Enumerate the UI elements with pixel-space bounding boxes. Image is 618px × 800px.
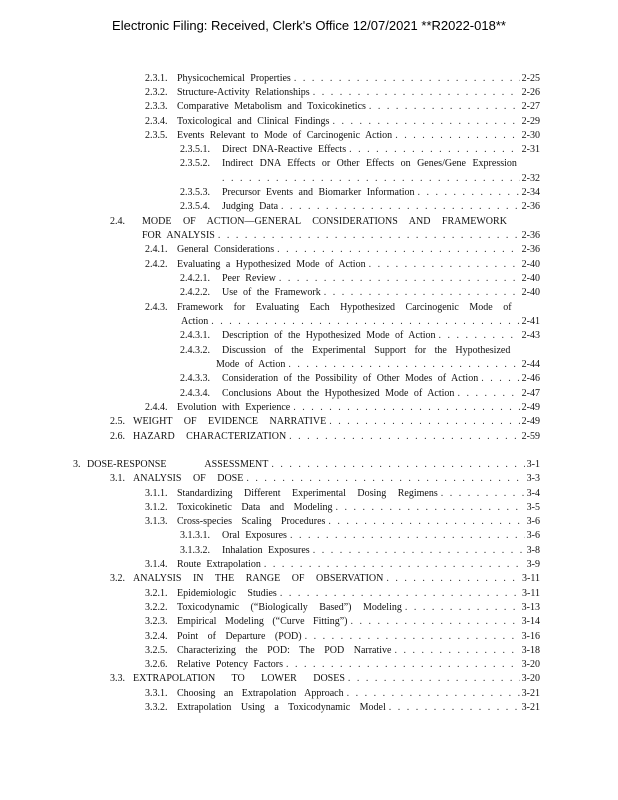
toc-number: 2.3.1. <box>145 73 168 84</box>
dot-leader <box>286 658 520 671</box>
toc-title: Toxicodynamic (“Biologically Based”) Modeling <box>177 601 405 614</box>
toc-page: 3-13 <box>521 602 540 613</box>
toc-page: 2-41 <box>521 316 540 327</box>
dot-leader <box>349 143 520 156</box>
toc-number: 3.2.3. <box>145 616 168 627</box>
toc-entry <box>110 472 540 485</box>
dot-leader <box>290 529 525 542</box>
dot-leader <box>439 329 520 342</box>
filing-header: Electronic Filing: Received, Clerk's Office 12/07/2021 **R2022-018** <box>112 18 506 33</box>
toc-number: 3.1.3.2. <box>180 545 210 556</box>
toc-entry <box>145 487 540 500</box>
toc-number: 3. <box>73 459 81 470</box>
toc-title: Events Relevant to Mode of Carcinogenic Action <box>177 129 395 142</box>
toc-title: Use of the Framework <box>222 286 324 299</box>
toc-page: 2-40 <box>521 273 540 284</box>
toc-page: 3-3 <box>526 473 540 484</box>
dot-leader <box>348 672 520 685</box>
toc-entry-line2 <box>145 315 540 328</box>
toc-entry <box>180 329 540 342</box>
toc-page: 2-59 <box>521 431 540 442</box>
toc-entry <box>145 100 540 113</box>
toc-title: Standardizing Different Experimental Dosing Regimens <box>177 487 441 500</box>
toc-page: 3-21 <box>521 702 540 713</box>
toc-page: 2-49 <box>521 416 540 427</box>
dot-leader <box>481 372 519 385</box>
toc-entry <box>145 243 540 256</box>
toc-page: 2-26 <box>521 87 540 98</box>
toc-entry <box>145 658 540 671</box>
toc-title-line1: Discussion of the Experimental Support for the Hypothesized <box>222 345 511 356</box>
toc-title: Extrapolation Using a Toxicodynamic Model <box>177 701 389 714</box>
toc-title-line1: Framework for Evaluating Each Hypothesized Carcinogenic Mode of <box>177 302 512 313</box>
toc-entry <box>110 415 540 428</box>
dot-leader <box>350 615 519 628</box>
toc-entry-line2 <box>180 172 540 185</box>
dot-leader <box>246 472 524 485</box>
toc-title: Toxicological and Clinical Findings <box>177 115 332 128</box>
toc-entry <box>180 186 540 199</box>
toc-title: HAZARD CHARACTERIZATION <box>133 430 289 443</box>
toc-entry <box>145 86 540 99</box>
toc-entry <box>110 572 540 585</box>
dot-leader <box>386 572 520 585</box>
toc-number: 2.3.5.1. <box>180 144 210 155</box>
toc-number: 2.4.2.1. <box>180 273 210 284</box>
dot-leader <box>218 229 520 242</box>
dot-leader <box>281 200 520 213</box>
toc-entry <box>145 72 540 85</box>
dot-leader <box>347 687 520 700</box>
toc-page: 2-43 <box>521 330 540 341</box>
toc-title: Judging Data <box>222 200 281 213</box>
dot-leader <box>211 315 519 328</box>
toc-title: Mode of Action <box>216 358 288 371</box>
toc-number: 2.4.3.2. <box>180 345 210 356</box>
toc-page: 3-5 <box>526 502 540 513</box>
toc-number: 2.6. <box>110 431 125 442</box>
toc-title: Evolution with Experience <box>177 401 293 414</box>
toc-number: 3.1.4. <box>145 559 168 570</box>
toc-title: Toxicokinetic Data and Modeling <box>177 501 336 514</box>
toc-page: 2-31 <box>521 144 540 155</box>
toc-page: 3-20 <box>521 659 540 670</box>
toc-entry <box>145 630 540 643</box>
toc-page: 2-29 <box>521 116 540 127</box>
toc-entry-line1 <box>110 215 540 228</box>
toc-page: 3-18 <box>521 645 540 656</box>
dot-leader <box>394 644 519 657</box>
toc-number: 2.4.4. <box>145 402 168 413</box>
toc-entry <box>180 387 540 400</box>
toc-number: 3.1.3. <box>145 516 168 527</box>
toc-title: Indirect DNA Effects or Other Effects on Genes/Gene Expression <box>222 158 517 169</box>
toc-number: 3.1. <box>110 473 125 484</box>
dot-leader <box>277 243 520 256</box>
toc-number: 2.3.2. <box>145 87 168 98</box>
toc-page: 2-40 <box>521 287 540 298</box>
toc-page: 3-6 <box>526 516 540 527</box>
toc-entry <box>180 372 540 385</box>
dot-leader <box>271 458 524 471</box>
dot-leader <box>405 601 520 614</box>
toc-entry-line1 <box>180 344 540 357</box>
toc-page: 2-36 <box>521 230 540 241</box>
toc-title: Cross-species Scaling Procedures <box>177 515 328 528</box>
dot-leader <box>395 129 519 142</box>
dot-leader <box>280 587 520 600</box>
toc-title: Empirical Modeling (“Curve Fitting”) <box>177 615 350 628</box>
toc-number: 2.4.2.2. <box>180 287 210 298</box>
toc-number: 3.3.2. <box>145 702 168 713</box>
toc-entry <box>145 258 540 271</box>
toc-title: WEIGHT OF EVIDENCE NARRATIVE <box>133 415 329 428</box>
toc-entry <box>180 200 540 213</box>
toc-entry <box>180 286 540 299</box>
toc-entry <box>145 115 540 128</box>
toc-number: 3.1.1. <box>145 488 168 499</box>
toc-title: Structure-Activity Relationships <box>177 86 313 99</box>
toc-entry-line2 <box>110 229 540 242</box>
toc-entry <box>180 544 540 557</box>
dot-leader <box>389 701 520 714</box>
dot-leader <box>324 286 520 299</box>
dot-leader <box>289 430 519 443</box>
dot-leader <box>457 387 519 400</box>
toc-entry <box>145 601 540 614</box>
dot-leader <box>313 86 520 99</box>
toc-number: 2.4.3.3. <box>180 373 210 384</box>
toc-number: 3.2.4. <box>145 631 168 642</box>
toc-page: 2-27 <box>521 101 540 112</box>
toc-page: 3-11 <box>522 573 540 584</box>
dot-leader <box>336 501 525 514</box>
toc-title-line1: MODE OF ACTION—GENERAL CONSIDERATIONS AND FRAMEWORK <box>142 216 507 227</box>
toc-number: 3.3. <box>110 673 125 684</box>
toc-title: Comparative Metabolism and Toxicokinetics <box>177 100 369 113</box>
toc-entry <box>145 701 540 714</box>
toc-title: DOSE-RESPONSE ASSESSMENT <box>87 458 271 471</box>
toc-title: Choosing an Extrapolation Approach <box>177 687 347 700</box>
dot-leader <box>294 72 520 85</box>
toc-number: 3.2.2. <box>145 602 168 613</box>
dot-leader <box>305 630 520 643</box>
toc-number: 3.2. <box>110 573 125 584</box>
toc-title: Oral Exposures <box>222 529 290 542</box>
toc-entry <box>145 129 540 142</box>
toc-page: 2-32 <box>521 173 540 184</box>
toc-page: 2-36 <box>521 244 540 255</box>
toc-page: 2-36 <box>521 201 540 212</box>
toc-entry-line2 <box>180 358 540 371</box>
toc-entry <box>145 644 540 657</box>
toc-entry <box>110 672 540 685</box>
toc-number: 2.3.5.3. <box>180 187 210 198</box>
dot-leader <box>369 100 520 113</box>
toc-title: Evaluating a Hypothesized Mode of Action <box>177 258 369 271</box>
dot-leader <box>293 401 519 414</box>
toc-title: Consideration of the Possibility of Other Modes of Action <box>222 372 481 385</box>
toc-page: 3-14 <box>521 616 540 627</box>
toc-entry <box>145 501 540 514</box>
toc-page: 2-44 <box>521 359 540 370</box>
toc-number: 2.3.5.2. <box>180 158 210 169</box>
toc-title: Point of Departure (POD) <box>177 630 305 643</box>
toc-title: Precursor Events and Biomarker Information <box>222 186 418 199</box>
toc-number: 2.3.3. <box>145 101 168 112</box>
toc-number: 2.4.2. <box>145 259 168 270</box>
dot-leader <box>279 272 520 285</box>
toc-page: 2-34 <box>521 187 540 198</box>
toc-page: 2-46 <box>521 373 540 384</box>
toc-number: 3.2.6. <box>145 659 168 670</box>
toc-title: Conclusions About the Hypothesized Mode of Action <box>222 387 457 400</box>
toc-number: 3.2.1. <box>145 588 168 599</box>
toc-number: 2.3.4. <box>145 116 168 127</box>
toc-title: Physicochemical Properties <box>177 72 294 85</box>
toc-page: 3-21 <box>521 688 540 699</box>
toc-title: Direct DNA-Reactive Effects <box>222 143 349 156</box>
toc-entry <box>73 458 540 471</box>
toc-number: 3.3.1. <box>145 688 168 699</box>
toc-page: 2-25 <box>521 73 540 84</box>
toc-entry <box>110 430 540 443</box>
toc-page: 2-40 <box>521 259 540 270</box>
toc-title: Route Extrapolation <box>177 558 264 571</box>
toc-number: 2.4.3.4. <box>180 388 210 399</box>
toc-number: 2.3.5. <box>145 130 168 141</box>
dot-leader <box>329 415 519 428</box>
dot-leader <box>328 515 524 528</box>
toc-number: 2.4. <box>110 216 125 227</box>
toc-entry <box>145 515 540 528</box>
toc-entry <box>180 272 540 285</box>
toc-entry <box>145 401 540 414</box>
toc-page: 3-16 <box>521 631 540 642</box>
toc-page: 2-30 <box>521 130 540 141</box>
toc-entry <box>145 587 540 600</box>
toc-title: Peer Review <box>222 272 279 285</box>
dot-leader <box>222 172 520 185</box>
toc-entry <box>180 143 540 156</box>
dot-leader <box>418 186 520 199</box>
toc-entry <box>180 529 540 542</box>
toc-title: Relative Potency Factors <box>177 658 286 671</box>
toc-page: 3-4 <box>526 488 540 499</box>
toc-number: 2.3.5.4. <box>180 201 210 212</box>
toc-page: 2-49 <box>521 402 540 413</box>
dot-leader <box>313 544 525 557</box>
toc-title: ANALYSIS IN THE RANGE OF OBSERVATION <box>133 572 386 585</box>
dot-leader <box>332 115 519 128</box>
toc-title: ANALYSIS OF DOSE <box>133 472 246 485</box>
toc-entry-line1 <box>180 157 540 170</box>
toc-number: 2.4.3.1. <box>180 330 210 341</box>
toc-entry <box>145 687 540 700</box>
toc-title: Action <box>181 315 211 328</box>
toc-number: 3.1.3.1. <box>180 530 210 541</box>
toc-title: EXTRAPOLATION TO LOWER DOSES <box>133 672 348 685</box>
toc-entry <box>145 615 540 628</box>
toc-number: 2.4.1. <box>145 244 168 255</box>
dot-leader <box>369 258 520 271</box>
toc-title: Epidemiologic Studies <box>177 587 280 600</box>
toc-title: Characterizing the POD: The POD Narrative <box>177 644 394 657</box>
dot-leader <box>441 487 525 500</box>
toc-number: 3.2.5. <box>145 645 168 656</box>
toc-entry <box>145 558 540 571</box>
toc-page: 3-9 <box>526 559 540 570</box>
toc-title: General Considerations <box>177 243 277 256</box>
toc-number: 2.4.3. <box>145 302 168 313</box>
toc-page: 2-47 <box>521 388 540 399</box>
toc-number: 3.1.2. <box>145 502 168 513</box>
toc-page: 3-1 <box>526 459 540 470</box>
toc-title: FOR ANALYSIS <box>142 229 218 242</box>
toc-page: 3-8 <box>526 545 540 556</box>
toc-page: 3-20 <box>521 673 540 684</box>
toc-entry-line1 <box>145 301 540 314</box>
toc-number: 2.5. <box>110 416 125 427</box>
dot-leader <box>264 558 525 571</box>
toc-title: Inhalation Exposures <box>222 544 313 557</box>
toc-page: 3-11 <box>522 588 540 599</box>
dot-leader <box>288 358 519 371</box>
toc-title: Description of the Hypothesized Mode of Action <box>222 329 439 342</box>
toc-page: 3-6 <box>526 530 540 541</box>
